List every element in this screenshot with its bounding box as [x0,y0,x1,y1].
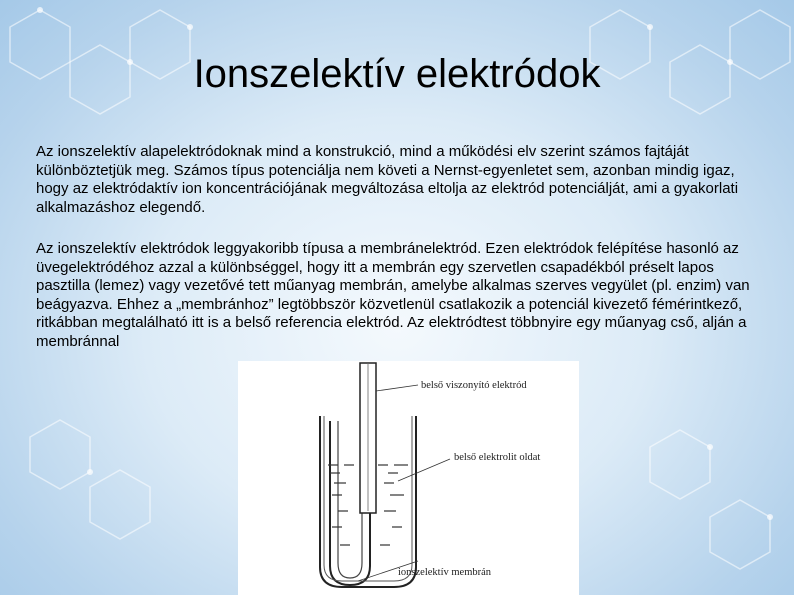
paragraph-intro: Az ionszelektív alapelektródoknak mind a konstrukció, mind a működési elv szerint számos fajtáját különböztetjük meg. Számos típus potenciálja nem követi a Nernst-egyenletet sem, azonban mindig igaz, hogy az elektródaktív ion koncentrációjának megváltozása eltolja az elektród potenciálját, ami a gyakorlati alkalmazáshoz elegendő. [36,143,739,216]
slide-title: Ionszelektív elektródok [193,52,601,96]
label-membrane: ionszelektív membrán [398,567,492,578]
label-inner-reference: belső viszonyító elektród [421,380,527,391]
label-inner-electrolyte: belső elektrolit oldat [454,452,541,463]
electrode-diagram [238,361,579,595]
paragraph-membrane-electrode: Az ionszelektív elektródok leggyakoribb típusa a membránelektród. Ezen elektródok felépítése hasonló az üvegelektródéhoz azzal a különbséggel, hogy itt a membrán egy szervetlen csapadékból préselt lapos pasztilla (lemez) vagy vezetővé tett műanyag membrán, amelybe alkalmas szerves vegyület (pl. enzim) van beágyazva. Ehhez a „membránhoz” legtöbbször közvetlenül csatlakozik a potenciál kivezető fémérintkező, ritkábban megtalálható itt is a belső referencia elektród. Az elektródtest többnyire egy műanyag cső, alján a membránnal [36,240,750,350]
